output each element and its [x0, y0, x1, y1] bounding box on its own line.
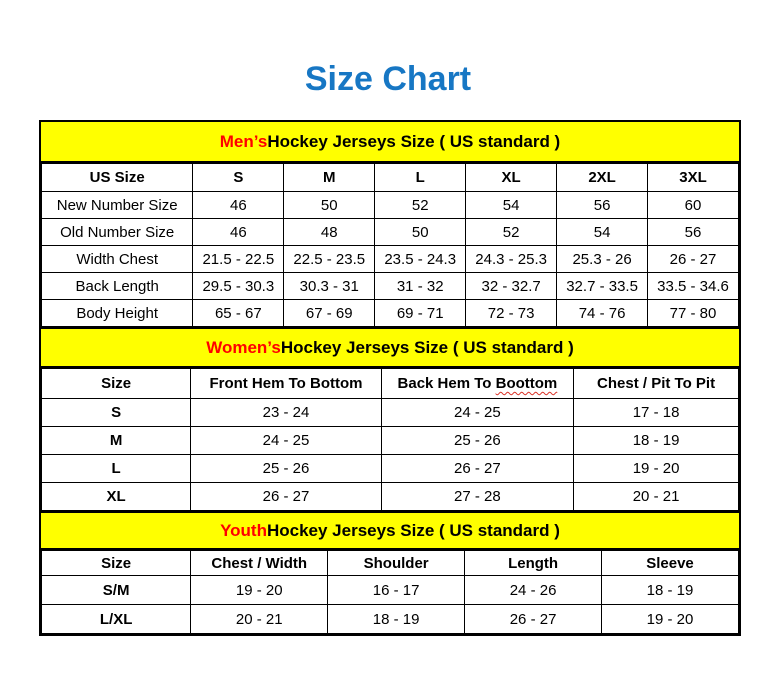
size-value-cell: 19 - 20 [191, 576, 328, 605]
size-value-cell: 24 - 26 [465, 576, 602, 605]
size-value-cell: 18 - 19 [574, 427, 739, 455]
row-label: S [42, 399, 191, 427]
table-head [42, 164, 739, 192]
size-value-cell: 16 - 17 [328, 576, 465, 605]
size-value-cell: 52 [466, 219, 557, 246]
table-head [42, 369, 739, 399]
size-value-cell: 24.3 - 25.3 [466, 246, 557, 273]
column-header: Size [42, 551, 191, 576]
table-row [42, 483, 739, 511]
column-header: US Size [42, 164, 193, 192]
size-value-cell: 18 - 19 [602, 576, 739, 605]
size-value-cell: 26 - 27 [381, 455, 573, 483]
youth-size-table [41, 550, 739, 634]
banner-text: Hockey Jerseys Size ( US standard ) [266, 520, 560, 540]
womens-size-table [41, 368, 739, 511]
size-value-cell: 54 [557, 219, 648, 246]
banner-highlight-text: Youth [220, 520, 267, 540]
row-label: L [42, 455, 191, 483]
size-value-cell: 19 - 20 [574, 455, 739, 483]
row-label: Back Length [42, 273, 193, 300]
section-banner-mens [41, 122, 739, 163]
section-youth [41, 511, 739, 634]
size-value-cell: 46 [193, 192, 284, 219]
row-label: L/XL [42, 605, 191, 634]
header-row [42, 164, 739, 192]
size-value-cell: 33.5 - 34.6 [648, 273, 739, 300]
column-header: M [284, 164, 375, 192]
size-value-cell: 21.5 - 22.5 [193, 246, 284, 273]
size-value-cell: 19 - 20 [602, 605, 739, 634]
table-row [42, 576, 739, 605]
column-header: L [375, 164, 466, 192]
column-header: Length [465, 551, 602, 576]
column-header: Chest / Pit To Pit [574, 369, 739, 399]
size-value-cell: 29.5 - 30.3 [193, 273, 284, 300]
size-value-cell: 56 [648, 219, 739, 246]
row-label: Body Height [42, 300, 193, 327]
header-row [42, 369, 739, 399]
table-row [42, 605, 739, 634]
size-value-cell: 60 [648, 192, 739, 219]
column-header: Sleeve [602, 551, 739, 576]
size-value-cell: 27 - 28 [381, 483, 573, 511]
row-label: XL [42, 483, 191, 511]
size-value-cell: 24 - 25 [381, 399, 573, 427]
size-value-cell: 52 [375, 192, 466, 219]
size-value-cell: 50 [284, 192, 375, 219]
section-banner-womens [41, 327, 739, 368]
size-value-cell: 54 [466, 192, 557, 219]
size-value-cell: 18 - 19 [328, 605, 465, 634]
table-body [42, 399, 739, 511]
size-value-cell: 26 - 27 [191, 483, 381, 511]
section-banner-youth [41, 511, 739, 550]
size-value-cell: 20 - 21 [574, 483, 739, 511]
misspelled-word: Boottom [495, 375, 558, 392]
size-value-cell: 23.5 - 24.3 [375, 246, 466, 273]
size-value-cell: 69 - 71 [375, 300, 466, 327]
table-row [42, 300, 739, 327]
banner-text: Hockey Jerseys Size ( US standard ) [267, 131, 561, 151]
table-row [42, 246, 739, 273]
section-womens [41, 327, 739, 511]
mens-size-table [41, 163, 739, 327]
size-value-cell: 48 [284, 219, 375, 246]
table-body [42, 576, 739, 634]
table-row [42, 219, 739, 246]
table-row [42, 192, 739, 219]
size-value-cell: 31 - 32 [375, 273, 466, 300]
column-header: XL [466, 164, 557, 192]
table-body [42, 192, 739, 327]
table-row [42, 399, 739, 427]
size-value-cell: 67 - 69 [284, 300, 375, 327]
size-value-cell: 25 - 26 [191, 455, 381, 483]
size-value-cell: 22.5 - 23.5 [284, 246, 375, 273]
size-value-cell: 74 - 76 [557, 300, 648, 327]
column-header: Shoulder [328, 551, 465, 576]
table-row [42, 455, 739, 483]
size-value-cell: 20 - 21 [191, 605, 328, 634]
size-value-cell: 77 - 80 [648, 300, 739, 327]
row-label: New Number Size [42, 192, 193, 219]
banner-highlight-text: Women’s [206, 337, 281, 357]
size-value-cell: 23 - 24 [191, 399, 381, 427]
size-value-cell: 25 - 26 [381, 427, 573, 455]
banner-highlight-text: Men’s [219, 131, 268, 151]
row-label: S/M [42, 576, 191, 605]
row-label: Width Chest [42, 246, 193, 273]
page-title: Size Chart [304, 60, 472, 98]
column-header: Size [42, 369, 191, 399]
size-value-cell: 26 - 27 [465, 605, 602, 634]
banner-text: Hockey Jerseys Size ( US standard ) [280, 337, 574, 357]
size-value-cell: 56 [557, 192, 648, 219]
size-value-cell: 17 - 18 [574, 399, 739, 427]
size-value-cell: 25.3 - 26 [557, 246, 648, 273]
size-value-cell: 26 - 27 [648, 246, 739, 273]
table-head [42, 551, 739, 576]
size-value-cell: 24 - 25 [191, 427, 381, 455]
size-value-cell: 46 [193, 219, 284, 246]
column-header: 3XL [648, 164, 739, 192]
row-label: M [42, 427, 191, 455]
row-label: Old Number Size [42, 219, 193, 246]
table-row [42, 273, 739, 300]
column-header: S [193, 164, 284, 192]
table-row [42, 427, 739, 455]
header-row [42, 551, 739, 576]
column-header [381, 369, 573, 399]
section-mens [41, 122, 739, 327]
column-header-text: Back Hem To [397, 375, 496, 392]
size-chart-table-group [39, 120, 741, 636]
column-header: Chest / Width [191, 551, 328, 576]
size-value-cell: 65 - 67 [193, 300, 284, 327]
size-value-cell: 32.7 - 33.5 [557, 273, 648, 300]
column-header: Front Hem To Bottom [191, 369, 381, 399]
column-header: 2XL [557, 164, 648, 192]
size-value-cell: 50 [375, 219, 466, 246]
size-value-cell: 30.3 - 31 [284, 273, 375, 300]
size-value-cell: 72 - 73 [466, 300, 557, 327]
size-value-cell: 32 - 32.7 [466, 273, 557, 300]
